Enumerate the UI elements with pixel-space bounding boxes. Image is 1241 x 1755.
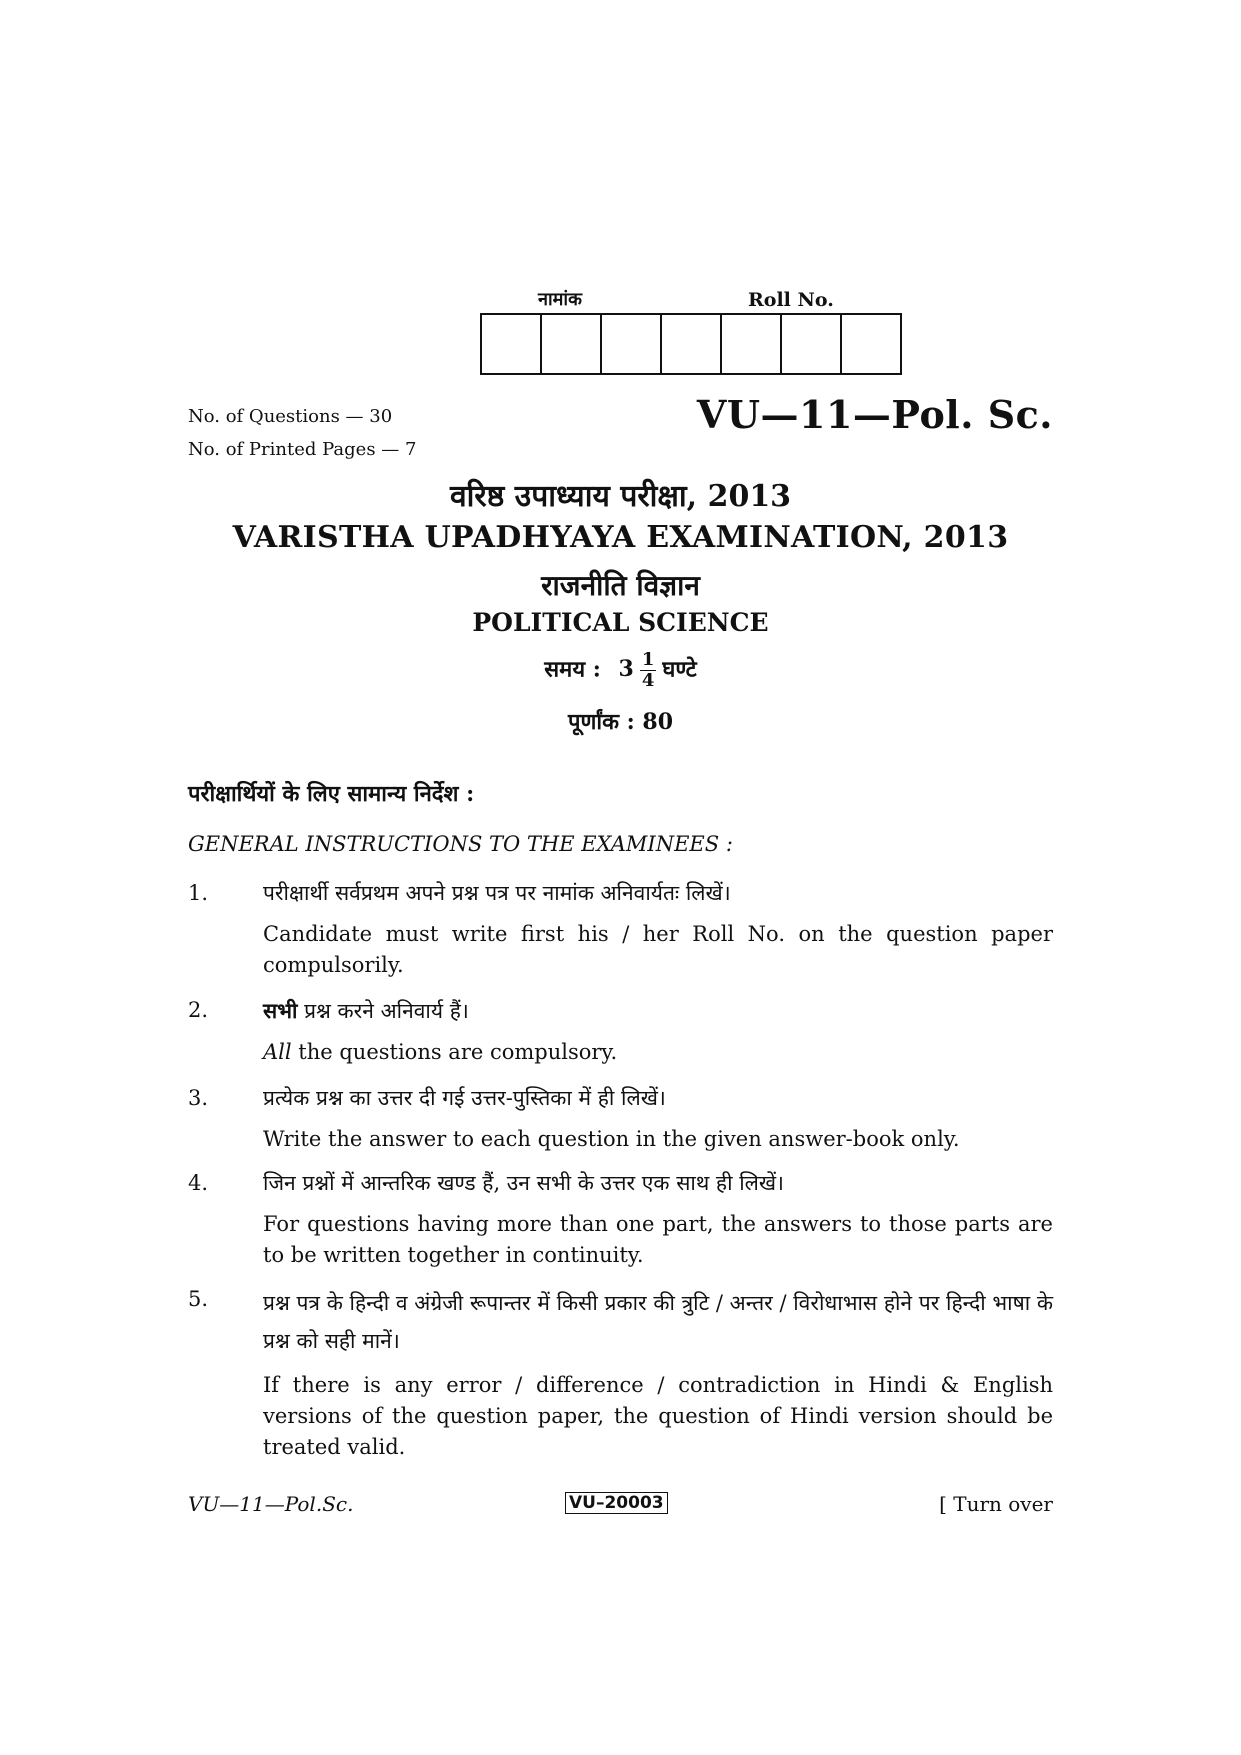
instruction-number: 1. bbox=[188, 881, 209, 905]
footer-paper-code: VU—11—Pol.Sc. bbox=[188, 1492, 354, 1516]
number-of-questions: No. of Questions — 30 bbox=[188, 406, 393, 427]
instruction-english bbox=[263, 1037, 1053, 1068]
instruction-english-text: the questions are compulsory. bbox=[291, 1040, 618, 1064]
footer-serial-code: VU–20003 bbox=[565, 1492, 668, 1514]
roll-label-hindi: नामांक bbox=[538, 289, 582, 310]
time-allowed bbox=[0, 650, 1241, 691]
instructions-heading-english: GENERAL INSTRUCTIONS TO THE EXAMINEES : bbox=[188, 832, 733, 856]
fraction-denominator: 4 bbox=[641, 669, 655, 691]
number-of-pages: No. of Printed Pages — 7 bbox=[188, 439, 417, 460]
instructions-heading-hindi: परीक्षार्थियों के लिए सामान्य निर्देश : bbox=[188, 781, 475, 807]
instruction-hindi: जिन प्रश्नों में आन्तरिक खण्ड हैं, उन सभी के उत्तर एक साथ ही लिखें। bbox=[263, 1171, 785, 1195]
time-label: समय : bbox=[544, 656, 601, 683]
turn-over-note: [ Turn over bbox=[939, 1492, 1053, 1516]
roll-digit-box[interactable] bbox=[600, 313, 662, 375]
roll-number-labels bbox=[480, 287, 900, 311]
subject-hindi: राजनीति विज्ञान bbox=[541, 569, 700, 602]
emphasis-all-english: All bbox=[263, 1040, 292, 1064]
paper-code: VU—11—Pol. Sc. bbox=[696, 392, 1053, 437]
time-fraction bbox=[640, 650, 657, 691]
instruction-english: Candidate must write first his / her Roll No. on the question paper compulsorily. bbox=[263, 922, 1053, 977]
roll-number-boxes bbox=[480, 313, 902, 375]
time-unit: घण्टे bbox=[662, 656, 697, 683]
exam-title-english: VARISTHA UPADHYAYA EXAMINATION, 2013 bbox=[232, 520, 1009, 555]
exam-title-hindi: वरिष्ठ उपाध्याय परीक्षा, 2013 bbox=[449, 479, 792, 514]
subject-english: POLITICAL SCIENCE bbox=[472, 608, 769, 637]
instruction-item bbox=[188, 1168, 1053, 1281]
instruction-hindi: प्रश्न पत्र के हिन्दी व अंग्रेजी रूपान्तर में किसी प्रकार की त्रुटि / अन्तर / विरोधाभास होने पर हिन्दी भाषा के प्रश्न को सही मानें। bbox=[263, 1291, 1053, 1353]
instruction-hindi bbox=[263, 995, 1053, 1027]
maximum-marks: पूर्णांक : 80 bbox=[567, 709, 674, 735]
roll-digit-box[interactable] bbox=[720, 313, 782, 375]
instruction-hindi-text: प्रश्न करने अनिवार्य हैं। bbox=[297, 999, 469, 1023]
roll-digit-box[interactable] bbox=[780, 313, 842, 375]
instruction-number: 5. bbox=[188, 1287, 209, 1311]
instruction-english: For questions having more than one part, the answers to those parts are to be written together in continuity. bbox=[263, 1212, 1053, 1267]
fraction-numerator: 1 bbox=[641, 649, 655, 670]
instruction-english: If there is any error / difference / contradiction in Hindi & English versions of the question paper, the question of Hindi version should be treated valid. bbox=[263, 1373, 1053, 1459]
emphasis-all-hindi: सभी bbox=[263, 998, 298, 1023]
instruction-item bbox=[188, 1083, 1053, 1165]
instruction-item bbox=[188, 1284, 1053, 1473]
time-whole: 3 bbox=[618, 656, 634, 683]
page-footer bbox=[188, 1492, 1053, 1522]
instruction-number: 2. bbox=[188, 998, 209, 1022]
roll-digit-box[interactable] bbox=[660, 313, 722, 375]
instruction-hindi: प्रत्येक प्रश्न का उत्तर दी गई उत्तर-पुस्तिका में ही लिखें। bbox=[263, 1086, 666, 1110]
roll-digit-box[interactable] bbox=[840, 313, 902, 375]
roll-digit-box[interactable] bbox=[540, 313, 602, 375]
instruction-number: 4. bbox=[188, 1171, 209, 1195]
instruction-hindi: परीक्षार्थी सर्वप्रथम अपने प्रश्न पत्र पर नामांक अनिवार्यतः लिखें। bbox=[263, 881, 731, 905]
instruction-english: Write the answer to each question in the given answer-book only. bbox=[263, 1127, 960, 1151]
instruction-number: 3. bbox=[188, 1086, 209, 1110]
instruction-item bbox=[188, 995, 1053, 1078]
instruction-item bbox=[188, 878, 1053, 991]
roll-label-english: Roll No. bbox=[748, 289, 834, 311]
roll-digit-box[interactable] bbox=[480, 313, 542, 375]
